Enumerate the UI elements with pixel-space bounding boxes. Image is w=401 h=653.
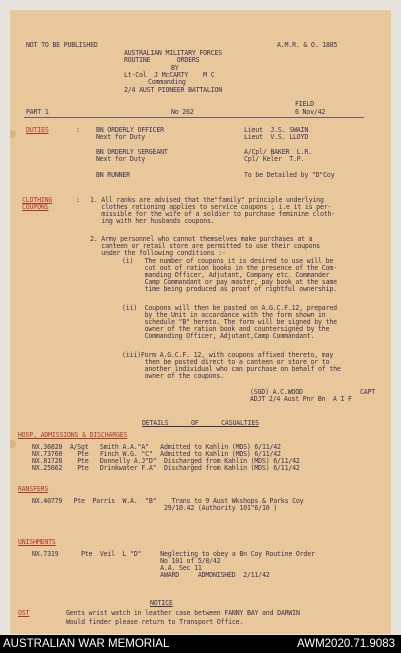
footer-accession: AWM2020.71.9083 bbox=[296, 638, 395, 650]
duty-role: BN ORDERLY OFFICER bbox=[96, 126, 164, 134]
not-to-publish: NOT TO BE PUBLISHED bbox=[26, 41, 98, 49]
footer-source: AUSTRALIAN WAR MEMORIAL bbox=[3, 638, 170, 650]
amr-reference: A.M.R. & O. 1885 bbox=[277, 41, 338, 49]
duties-label: DUTIES bbox=[26, 126, 49, 134]
condition-i-line: manding Officer, Adjutant, Company etc. Commander bbox=[122, 271, 330, 279]
condition-i-line: (i) The number of coupons it is desired to use will be bbox=[122, 257, 334, 265]
para1-line: clothes rationing applies to service coupons ; i.e it is per- bbox=[90, 203, 332, 211]
transfer-row: NX.40779 Pte Parris W.A. "B" Trans to 9 Aust Wkshops & Parks Coy bbox=[32, 497, 304, 505]
hosp-row: NX.25662 Pte Drinkwater F.A" Discharged from Kahlin (MDS) 6/11/42 bbox=[32, 464, 300, 472]
signature-adjt: ADJT 2/4 Aust Pnr Bn A I F bbox=[250, 395, 352, 403]
doc-title-line2: ROUTINE ORDERS bbox=[124, 56, 200, 64]
punishment-row: A.A. Sec 11 bbox=[32, 564, 202, 572]
condition-i-line: cut out of ration books in the presence of the Com- bbox=[122, 264, 337, 272]
lost-label: OST bbox=[18, 609, 30, 617]
para2-line: under the following conditions :- bbox=[90, 249, 226, 257]
punch-hole-bottom bbox=[10, 440, 16, 448]
condition-ii-line: Commanding Officer, Adjutant,Camp Commandant. bbox=[122, 332, 315, 340]
condition-ii-line: owner of the ration book and countersigned by the bbox=[122, 325, 330, 333]
coupons-label: COUPONS bbox=[22, 203, 49, 211]
condition-iii-line: (iii)Form A.G.C.F. 12, with coupons affixed thereto, may bbox=[122, 351, 334, 359]
para1-line: missible for the wife of a soldier to purchase feminine cloth- bbox=[90, 210, 336, 218]
punishment-row: AWARD ADMONISHED 2/11/42 bbox=[32, 571, 270, 579]
notice-line: Gents wrist watch in leather case between FANNY BAY and DARWIN bbox=[66, 609, 300, 617]
document-sheet bbox=[10, 10, 391, 634]
footer-bar bbox=[0, 635, 401, 653]
battalion-name: 2/4 AUST PIONEER BATTALION bbox=[124, 86, 223, 94]
duty-role: Next for Duty bbox=[96, 155, 146, 163]
condition-i-line: time being produced as proof of rightful ownership. bbox=[122, 285, 337, 293]
part-number: PART 1 bbox=[26, 108, 49, 116]
duty-role: Next for Duty bbox=[96, 133, 146, 141]
condition-iii-line: then be posted direct to a canteen or store or to bbox=[122, 358, 330, 366]
notice-line: Would finder please return to Transport Office. bbox=[66, 618, 244, 626]
transfers-heading: RANSFERS bbox=[18, 485, 49, 493]
condition-ii-line: by the Unit in accordance with the form shown in bbox=[122, 311, 326, 319]
field-label: FIELD bbox=[295, 100, 314, 108]
doc-title-line1: AUSTRALIAN MILITARY FORCES bbox=[124, 49, 223, 57]
transfer-row: 29/10.42 (Authority 101"6/10 ) bbox=[32, 504, 278, 512]
duty-name: Lieut V.S. LLOYD bbox=[244, 133, 309, 141]
para2-line: canteen or retail store are permitted to use their coupons bbox=[90, 242, 320, 250]
clothing-colon: : bbox=[76, 196, 80, 204]
duty-role: BN ORDERLY SERGEANT bbox=[96, 148, 168, 156]
para1-line: ing with her husbands coupons. bbox=[90, 217, 215, 225]
condition-ii-line: (ii) Coupons will then be pasted on A.G.C.F.12, prepared bbox=[122, 304, 337, 312]
casualties-heading: DETAILS OF CASUALTIES bbox=[142, 419, 259, 427]
header-rule bbox=[24, 117, 364, 118]
order-date: 6 Nov/42 bbox=[295, 108, 326, 116]
punch-hole-top bbox=[10, 130, 16, 138]
condition-iii-line: another individual who can purchase on behalf of the bbox=[122, 365, 341, 373]
clothing-label: CLOTHING bbox=[22, 196, 53, 204]
duty-role: BN RUNNER bbox=[96, 171, 130, 179]
condition-i-line: Camp Commandant or pay master, pay book at the same bbox=[122, 278, 337, 286]
signature-rank: CAPT bbox=[360, 388, 376, 396]
para2-line: 2. Army personnel who cannot themselves make purchases at a bbox=[90, 235, 313, 243]
duty-name: A/Cpl/ BAKER L.R. bbox=[244, 148, 312, 156]
condition-ii-line: schedule "B" hereto. The form will be signed by the bbox=[122, 318, 337, 326]
hosp-heading: HOSP, ADMISSIONS & DISCHARGES bbox=[18, 431, 128, 439]
duty-name: To be Detailed by "D"Coy bbox=[244, 171, 335, 179]
hosp-row: NX.81728 Pte Donnelly A.J"D" Discharged from Kahlin (MDS) 6/11/42 bbox=[32, 457, 300, 465]
para1-line: 1. All ranks are advised that the"family" principle underlying bbox=[90, 196, 324, 204]
signature-sgd: (SGD) A.C.WOOD bbox=[250, 388, 303, 396]
condition-iii-line: owner of the coupons. bbox=[122, 372, 224, 380]
punishment-row: No 101 of 5/8/42 bbox=[32, 557, 221, 565]
hosp-row: NX.36820 A/Sgt Smith A.A."A" Admitted to Kahlin (MDS) 6/11/42 bbox=[32, 443, 281, 451]
duty-name: Lieut J.S. SWAIN bbox=[244, 126, 309, 134]
duties-colon: : bbox=[76, 126, 80, 134]
duty-name: Cpl/ Keler T.P. bbox=[244, 155, 305, 163]
notice-heading: NOTICE bbox=[150, 599, 173, 607]
commanding-label: Commanding bbox=[148, 78, 186, 86]
punishments-heading: UNISHMENTS bbox=[18, 538, 56, 546]
commanding-officer: Lt-Col J McCARTY M C bbox=[124, 71, 215, 79]
order-number: No 262 bbox=[171, 108, 194, 116]
by-label: BY bbox=[171, 64, 179, 72]
punishment-row: NX.7319 Pte Veil L "D" Neglecting to obey a Bn Coy Routine Order bbox=[32, 550, 315, 558]
hosp-row: NX.73760 Pte Finch W.G. "C" Admitted to Kahlin (MDS) 6/11/42 bbox=[32, 450, 281, 458]
